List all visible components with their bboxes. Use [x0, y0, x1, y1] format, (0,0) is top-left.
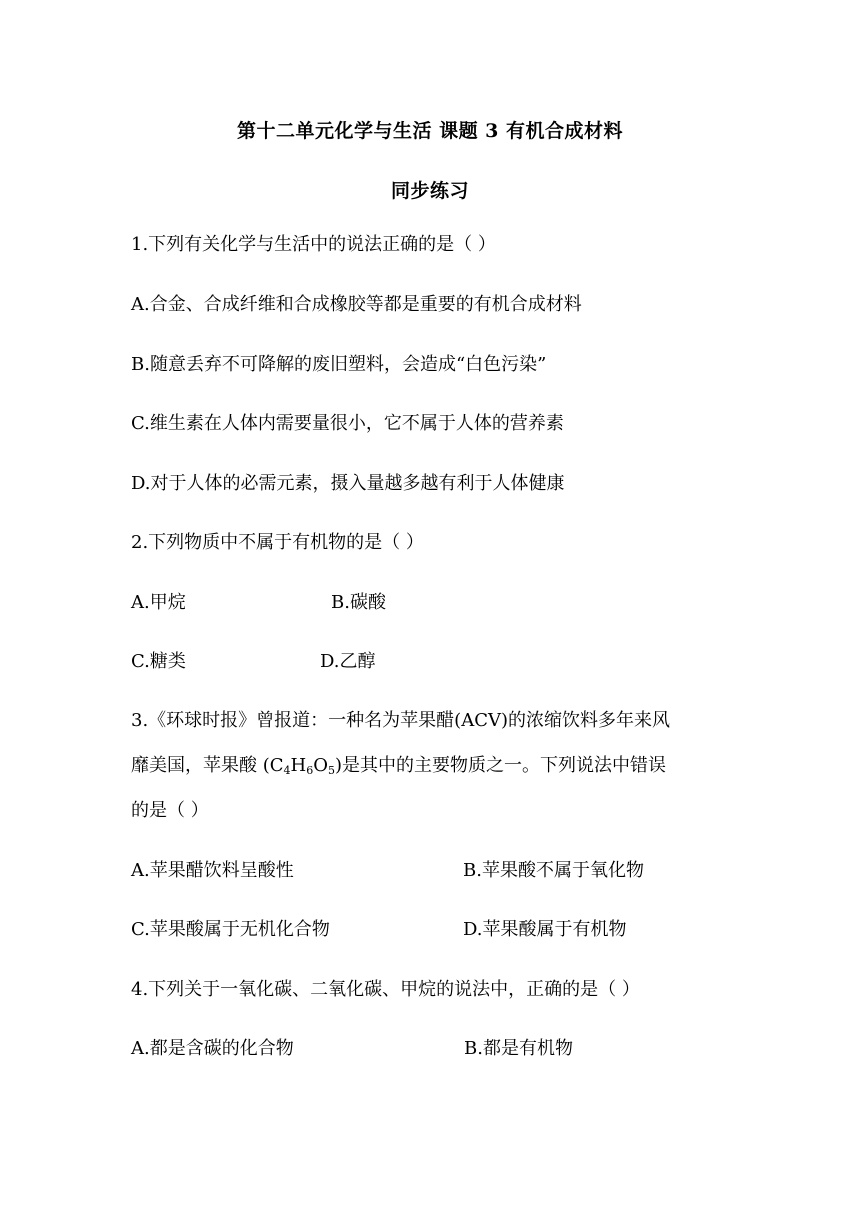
question-1-option-c: C.维生素在人体内需要量很小，它不属于人体的营养素 — [131, 413, 564, 434]
question-3-text: 靡美国，苹果酸 (C — [131, 755, 284, 776]
question-4-option-a: A.都是含碳的化合物 — [131, 1038, 294, 1059]
subscript: 4 — [283, 764, 291, 777]
question-3-stem-line-3: 的是（ ） — [131, 800, 209, 821]
question-1-option-b: B.随意丢弃不可降解的废旧塑料，会造成“白色污染” — [131, 354, 547, 375]
question-1-option-a: A.合金、合成纤维和合成橡胶等都是重要的有机合成材料 — [131, 294, 582, 315]
subscript: 5 — [328, 764, 335, 777]
question-2-option-c: C.糖类 — [131, 651, 186, 672]
question-4-stem: 4.下列关于一氧化碳、二氧化碳、甲烷的说法中，正确的是（ ） — [131, 979, 640, 1000]
formula-element: H — [290, 755, 307, 776]
question-3-text: )是其中的主要物质之一。下列说法中错误 — [335, 755, 667, 776]
question-3-option-c: C.苹果酸属于无机化合物 — [131, 919, 330, 940]
question-2-option-b: B.碳酸 — [331, 592, 386, 613]
question-3-option-a: A.苹果醋饮料呈酸性 — [131, 860, 294, 881]
question-2-option-d: D.乙醇 — [320, 651, 376, 672]
formula-element: O — [313, 755, 328, 776]
question-3-stem-line-2 — [131, 755, 666, 777]
question-3-stem-line-1: 3.《环球时报》曾报道：一种名为苹果醋(ACV)的浓缩饮料多年来风 — [131, 710, 670, 731]
question-1-stem: 1.下列有关化学与生活中的说法正确的是（ ） — [131, 234, 496, 255]
question-4-option-b: B.都是有机物 — [464, 1038, 573, 1059]
question-2-stem: 2.下列物质中不属于有机物的是（ ） — [131, 532, 424, 553]
question-2-option-a: A.甲烷 — [131, 592, 186, 613]
document-title: 第十二单元化学与生活 课题 3 有机合成材料 — [236, 120, 624, 142]
question-3-option-b: B.苹果酸不属于氧化物 — [463, 860, 644, 881]
document-subtitle: 同步练习 — [390, 180, 469, 202]
question-3-option-d: D.苹果酸属于有机物 — [463, 919, 627, 940]
subscript: 6 — [306, 764, 314, 777]
question-1-option-d: D.对于人体的必需元素，摄入量越多越有利于人体健康 — [131, 473, 565, 494]
